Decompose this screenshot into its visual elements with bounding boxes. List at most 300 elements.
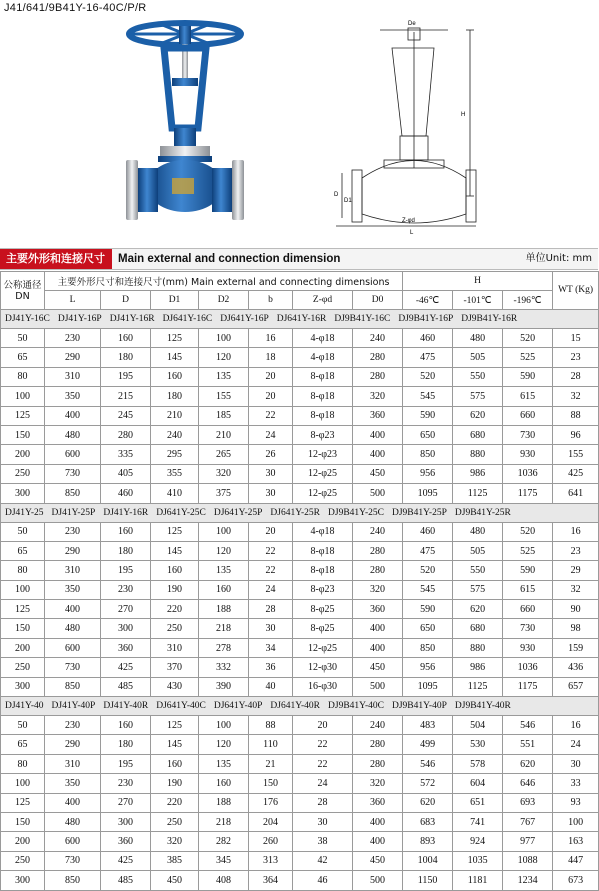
table-cell: 660: [503, 406, 553, 425]
table-cell: 215: [101, 387, 151, 406]
model-cell: [1, 697, 599, 716]
table-cell: 32: [553, 387, 599, 406]
model-code: DJ41Y-25P: [51, 507, 96, 518]
table-cell: 230: [101, 774, 151, 793]
table-cell: 425: [553, 464, 599, 483]
table-cell: 12-φ23: [293, 445, 353, 464]
table-cell: 245: [101, 406, 151, 425]
table-cell: 295: [151, 445, 199, 464]
table-cell: 741: [453, 812, 503, 831]
table-cell: 620: [503, 754, 553, 773]
table-cell: 1004: [403, 851, 453, 870]
table-cell: 683: [403, 812, 453, 831]
valve-drawing: [330, 18, 480, 236]
table-cell: 185: [199, 406, 249, 425]
table-cell: 150: [1, 812, 45, 831]
table-cell: 22: [249, 561, 293, 580]
table-cell: 546: [503, 716, 553, 735]
table-cell: 100: [1, 774, 45, 793]
table-cell: 125: [1, 406, 45, 425]
table-row: [1, 348, 599, 367]
table-cell: 578: [453, 754, 503, 773]
table-cell: 280: [101, 425, 151, 444]
table-cell: 26: [249, 445, 293, 464]
table-cell: 50: [1, 329, 45, 348]
table-cell: 320: [353, 580, 403, 599]
table-cell: 930: [503, 638, 553, 657]
table-row: [1, 367, 599, 386]
table-cell: 160: [151, 754, 199, 773]
drawing-label-l: L: [410, 230, 414, 236]
table-cell: 615: [503, 387, 553, 406]
table-cell: 880: [453, 445, 503, 464]
table-cell: 730: [45, 851, 101, 870]
table-cell: 405: [101, 464, 151, 483]
table-cell: 956: [403, 658, 453, 677]
table-cell: 310: [45, 367, 101, 386]
table-cell: 16: [249, 329, 293, 348]
table-cell: 400: [45, 406, 101, 425]
table-cell: 4-φ18: [293, 329, 353, 348]
table-cell: 160: [199, 580, 249, 599]
table-cell: 88: [553, 406, 599, 425]
table-cell: 24: [249, 580, 293, 599]
table-cell: 135: [199, 561, 249, 580]
table-cell: 46: [293, 871, 353, 890]
table-cell: 290: [45, 541, 101, 560]
table-cell: 240: [353, 522, 403, 541]
table-row: [1, 445, 599, 464]
table-cell: 370: [151, 658, 199, 677]
table-cell: 300: [101, 619, 151, 638]
table-cell: 22: [293, 735, 353, 754]
table-cell: 590: [503, 561, 553, 580]
table-cell: 460: [403, 522, 453, 541]
table-row: [1, 677, 599, 696]
table-cell: 28: [293, 793, 353, 812]
section-title-en: Main external and connection dimension: [118, 253, 341, 265]
table-cell: 410: [151, 484, 199, 503]
table-cell: 480: [45, 812, 101, 831]
table-cell: 160: [101, 329, 151, 348]
table-cell: 65: [1, 348, 45, 367]
table-cell: 220: [151, 600, 199, 619]
table-cell: 8-φ18: [293, 367, 353, 386]
table-cell: 24: [249, 425, 293, 444]
table-cell: 499: [403, 735, 453, 754]
table-cell: 364: [249, 871, 293, 890]
model-code: DJ9B41Y-40R: [454, 701, 511, 712]
table-cell: 1181: [453, 871, 503, 890]
table-cell: 28: [249, 600, 293, 619]
table-cell: 30: [293, 812, 353, 831]
table-cell: 120: [199, 735, 249, 754]
table-cell: 650: [403, 425, 453, 444]
table-cell: 604: [453, 774, 503, 793]
table-cell: 250: [151, 619, 199, 638]
header-col: Z-φd: [293, 291, 353, 310]
table-cell: 8-φ18: [293, 561, 353, 580]
model-code: DJ41Y-16P: [57, 314, 102, 324]
table-cell: 80: [1, 561, 45, 580]
table-cell: 355: [151, 464, 199, 483]
table-cell: 332: [199, 658, 249, 677]
table-cell: 673: [553, 871, 599, 890]
table-cell: 190: [151, 580, 199, 599]
table-cell: 210: [151, 406, 199, 425]
table-cell: 22: [293, 754, 353, 773]
table-cell: 520: [503, 329, 553, 348]
table-cell: 4-φ18: [293, 348, 353, 367]
table-cell: 400: [353, 832, 403, 851]
table-cell: 400: [45, 600, 101, 619]
model-code: DJ41Y-16C: [5, 314, 50, 324]
table-row: [1, 658, 599, 677]
table-cell: 651: [453, 793, 503, 812]
table-cell: 20: [293, 716, 353, 735]
model-code: DJ9B41Y-16P: [398, 314, 454, 324]
table-cell: 436: [553, 658, 599, 677]
table-cell: 530: [453, 735, 503, 754]
table-row: [1, 619, 599, 638]
table-cell: 730: [503, 425, 553, 444]
model-code: DJ641Y-40C: [156, 701, 206, 712]
table-cell: 280: [353, 561, 403, 580]
table-cell: 8-φ18: [293, 541, 353, 560]
table-cell: 620: [453, 600, 503, 619]
header-col: D1: [151, 291, 199, 310]
table-cell: 290: [45, 348, 101, 367]
table-row: [1, 851, 599, 870]
table-cell: 8-φ18: [293, 406, 353, 425]
table-cell: 145: [151, 735, 199, 754]
table-row: [1, 329, 599, 348]
table-cell: 525: [503, 541, 553, 560]
table-cell: 240: [151, 425, 199, 444]
table-cell: 1175: [503, 484, 553, 503]
table-cell: 345: [199, 851, 249, 870]
table-cell: 500: [353, 677, 403, 696]
table-cell: 680: [453, 425, 503, 444]
table-cell: 8-φ23: [293, 425, 353, 444]
table-cell: 28: [553, 367, 599, 386]
table-cell: 125: [1, 793, 45, 812]
table-cell: 693: [503, 793, 553, 812]
table-cell: 278: [199, 638, 249, 657]
table-cell: 485: [101, 677, 151, 696]
table-cell: 390: [199, 677, 249, 696]
table-cell: 96: [553, 425, 599, 444]
header-col: D2: [199, 291, 249, 310]
table-cell: 350: [45, 580, 101, 599]
header-col: b: [249, 291, 293, 310]
table-cell: 150: [1, 619, 45, 638]
table-cell: 160: [101, 716, 151, 735]
table-cell: 12-φ25: [293, 484, 353, 503]
table-cell: 450: [353, 464, 403, 483]
table-cell: 15: [553, 329, 599, 348]
table-cell: 400: [353, 619, 403, 638]
table-row: [1, 832, 599, 851]
dimension-table: [0, 271, 599, 891]
table-cell: 400: [45, 793, 101, 812]
model-code: DJ41Y-40R: [103, 701, 149, 712]
unit-label: 单位Unit: mm: [525, 253, 592, 264]
table-cell: 12-φ25: [293, 638, 353, 657]
table-cell: 1036: [503, 658, 553, 677]
table-cell: 30: [249, 464, 293, 483]
table-cell: 767: [503, 812, 553, 831]
table-cell: 8-φ25: [293, 600, 353, 619]
table-cell: 360: [101, 832, 151, 851]
table-cell: 120: [199, 541, 249, 560]
table-cell: 150: [249, 774, 293, 793]
table-cell: 29: [553, 561, 599, 580]
table-cell: 977: [503, 832, 553, 851]
table-cell: 190: [151, 774, 199, 793]
table-cell: 590: [503, 367, 553, 386]
model-row: [1, 503, 599, 522]
table-row: [1, 638, 599, 657]
model-code: DJ9B41Y-40C: [328, 701, 384, 712]
table-cell: 270: [101, 600, 151, 619]
table-cell: 590: [403, 600, 453, 619]
table-cell: 400: [353, 425, 403, 444]
table-cell: 290: [45, 735, 101, 754]
table-cell: 24: [293, 774, 353, 793]
table-cell: 893: [403, 832, 453, 851]
table-cell: 480: [453, 329, 503, 348]
table-cell: 572: [403, 774, 453, 793]
table-cell: 188: [199, 793, 249, 812]
table-cell: 956: [403, 464, 453, 483]
table-cell: 546: [403, 754, 453, 773]
table-cell: 425: [101, 658, 151, 677]
table-cell: 320: [353, 774, 403, 793]
table-cell: 100: [1, 580, 45, 599]
table-cell: 280: [353, 367, 403, 386]
table-cell: 505: [453, 348, 503, 367]
header-col: D: [101, 291, 151, 310]
table-cell: 36: [249, 658, 293, 677]
table-row: [1, 484, 599, 503]
table-cell: 270: [101, 793, 151, 812]
table-cell: 575: [453, 580, 503, 599]
model-code: DJ41Y-40P: [51, 701, 96, 712]
model-code: DJ641Y-40R: [270, 701, 321, 712]
table-cell: 20: [249, 387, 293, 406]
table-row: [1, 812, 599, 831]
table-cell: 282: [199, 832, 249, 851]
table-cell: 475: [403, 541, 453, 560]
table-cell: 200: [1, 445, 45, 464]
table-cell: 480: [45, 425, 101, 444]
table-cell: 300: [1, 871, 45, 890]
table-cell: 1175: [503, 677, 553, 696]
model-code: DJ641Y-40P: [213, 701, 263, 712]
table-row: [1, 793, 599, 812]
table-cell: 93: [553, 793, 599, 812]
table-cell: 65: [1, 541, 45, 560]
table-cell: 204: [249, 812, 293, 831]
table-cell: 220: [151, 793, 199, 812]
table-cell: 385: [151, 851, 199, 870]
table-cell: 176: [249, 793, 293, 812]
table-cell: 159: [553, 638, 599, 657]
table-cell: 590: [403, 406, 453, 425]
table-row: [1, 580, 599, 599]
model-code: DJ41Y-25: [5, 507, 44, 518]
table-cell: 33: [553, 774, 599, 793]
table-cell: 155: [199, 387, 249, 406]
table-cell: 180: [101, 348, 151, 367]
table-cell: 18: [249, 348, 293, 367]
table-cell: 551: [503, 735, 553, 754]
table-cell: 1088: [503, 851, 553, 870]
table-cell: 230: [45, 522, 101, 541]
table-cell: 500: [353, 484, 403, 503]
table-cell: 615: [503, 580, 553, 599]
model-code: DJ9B41Y-16R: [461, 314, 518, 324]
section-header-bar: [0, 248, 598, 270]
table-cell: 483: [403, 716, 453, 735]
table-cell: 218: [199, 812, 249, 831]
model-code: DJ41Y-16R: [109, 314, 155, 324]
header-col: L: [45, 291, 101, 310]
table-cell: 320: [353, 387, 403, 406]
table-cell: 280: [353, 754, 403, 773]
table-cell: 504: [453, 716, 503, 735]
table-cell: 30: [553, 754, 599, 773]
table-cell: 24: [553, 735, 599, 754]
table-cell: 400: [353, 638, 403, 657]
drawing-label-d1: D1: [344, 198, 352, 204]
model-row: [1, 310, 599, 329]
table-cell: 38: [293, 832, 353, 851]
model-code: DJ41Y-40: [5, 701, 44, 712]
table-cell: 520: [403, 561, 453, 580]
table-cell: 22: [249, 541, 293, 560]
drawing-label-d0: D: [334, 192, 339, 198]
table-cell: 180: [101, 735, 151, 754]
table-cell: 525: [503, 348, 553, 367]
model-code: DJ641Y-16R: [276, 314, 327, 324]
table-cell: 16-φ30: [293, 677, 353, 696]
table-cell: 88: [249, 716, 293, 735]
model-cell: [1, 310, 599, 329]
table-row: [1, 522, 599, 541]
model-code: DJ641Y-25C: [156, 507, 206, 518]
table-cell: 310: [151, 638, 199, 657]
table-cell: 400: [353, 812, 403, 831]
table-cell: 1036: [503, 464, 553, 483]
table-cell: 210: [199, 425, 249, 444]
header-main: 主要外形尺寸和连接尺寸(mm) Main external and connecting dimensions: [45, 272, 403, 291]
table-cell: 1150: [403, 871, 453, 890]
table-cell: 145: [151, 348, 199, 367]
table-cell: 250: [1, 851, 45, 870]
table-cell: 360: [353, 406, 403, 425]
table-row: [1, 871, 599, 890]
table-cell: 575: [453, 387, 503, 406]
table-cell: 100: [199, 522, 249, 541]
table-cell: 1095: [403, 677, 453, 696]
table-cell: 12-φ30: [293, 658, 353, 677]
table-cell: 22: [249, 406, 293, 425]
model-row: [1, 697, 599, 716]
header-row-2: [1, 291, 599, 310]
table-cell: 230: [45, 329, 101, 348]
table-cell: 23: [553, 541, 599, 560]
table-cell: 280: [353, 348, 403, 367]
table-cell: 850: [45, 484, 101, 503]
table-cell: 160: [101, 522, 151, 541]
table-cell: 300: [101, 812, 151, 831]
table-cell: 145: [151, 541, 199, 560]
table-cell: 250: [1, 464, 45, 483]
table-cell: 408: [199, 871, 249, 890]
table-cell: 660: [503, 600, 553, 619]
table-row: [1, 735, 599, 754]
table-cell: 155: [553, 445, 599, 464]
table-cell: 100: [553, 812, 599, 831]
table-cell: 313: [249, 851, 293, 870]
table-cell: 8-φ18: [293, 387, 353, 406]
table-cell: 260: [249, 832, 293, 851]
table-cell: 230: [101, 580, 151, 599]
table-cell: 195: [101, 561, 151, 580]
table-cell: 1035: [453, 851, 503, 870]
table-cell: 50: [1, 716, 45, 735]
table-cell: 924: [453, 832, 503, 851]
table-cell: 550: [453, 561, 503, 580]
table-cell: 200: [1, 638, 45, 657]
table-cell: 21: [249, 754, 293, 773]
table-cell: 680: [453, 619, 503, 638]
table-cell: 65: [1, 735, 45, 754]
header-wt: WT (Kg): [553, 272, 599, 310]
table-cell: 730: [45, 464, 101, 483]
model-code: DJ41Y-16R: [103, 507, 149, 518]
table-cell: 23: [553, 348, 599, 367]
table-cell: 125: [151, 716, 199, 735]
table-cell: 450: [353, 851, 403, 870]
table-cell: 430: [151, 677, 199, 696]
table-cell: 125: [151, 329, 199, 348]
table-cell: 12-φ25: [293, 464, 353, 483]
table-cell: 240: [353, 329, 403, 348]
model-code: DJ9B41Y-25C: [328, 507, 384, 518]
table-cell: 360: [101, 638, 151, 657]
table-cell: 485: [101, 871, 151, 890]
table-cell: 135: [199, 367, 249, 386]
table-cell: 80: [1, 754, 45, 773]
table-row: [1, 464, 599, 483]
table-row: [1, 716, 599, 735]
table-cell: 230: [45, 716, 101, 735]
table-cell: 195: [101, 367, 151, 386]
table-cell: 16: [553, 716, 599, 735]
table-cell: 50: [1, 522, 45, 541]
table-cell: 280: [353, 735, 403, 754]
table-row: [1, 754, 599, 773]
table-cell: 520: [403, 367, 453, 386]
table-cell: 350: [45, 774, 101, 793]
table-cell: 8-φ25: [293, 619, 353, 638]
table-row: [1, 774, 599, 793]
table-cell: 90: [553, 600, 599, 619]
table-cell: 600: [45, 832, 101, 851]
